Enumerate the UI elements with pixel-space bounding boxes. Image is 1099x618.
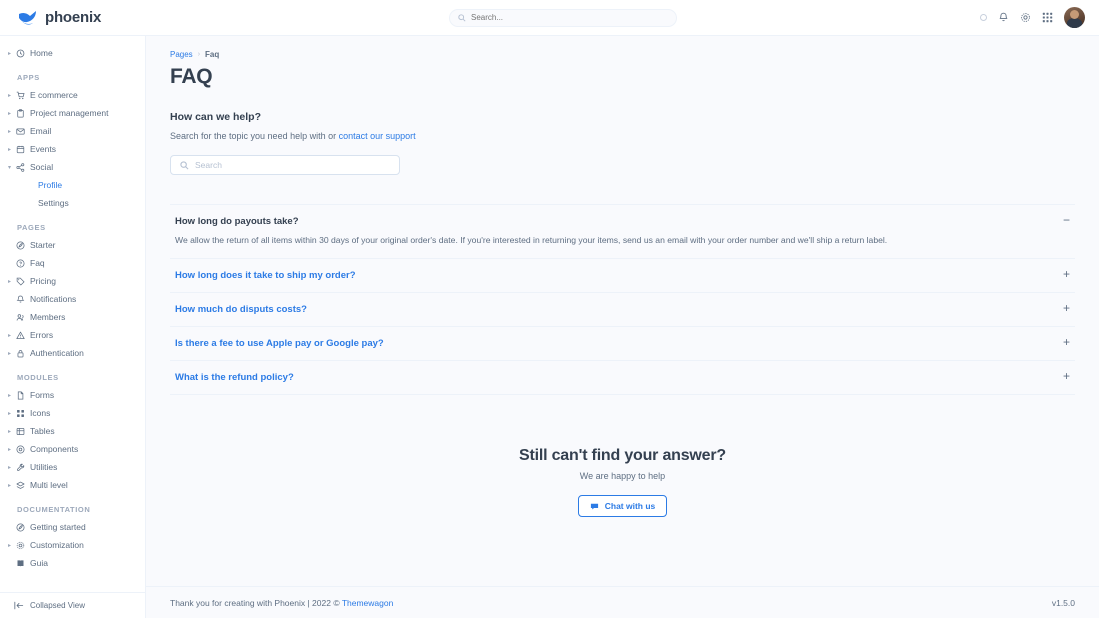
navbar-icon-group [980, 7, 1099, 28]
faq-item [170, 205, 1075, 259]
sidebar-item-tables[interactable] [0, 422, 145, 440]
main-scroll [146, 36, 1099, 586]
sidebar [0, 36, 146, 618]
sidebar-item-forms[interactable] [0, 386, 145, 404]
sidebar-item-label: Customization [30, 540, 84, 550]
faq-question[interactable]: How much do disputs costs? [175, 303, 307, 315]
sidebar-group-label-apps: APPS [17, 73, 40, 82]
sidebar-collapse-label: Collapsed View [30, 601, 85, 610]
body [0, 36, 1099, 618]
chevron-right-icon: ▸ [8, 350, 12, 357]
faq-toggle-icon[interactable]: + [1062, 334, 1070, 349]
faq-item [170, 293, 1075, 327]
sidebar-item-getting-started[interactable] [0, 518, 145, 536]
sidebar-item-label: Guia [30, 558, 48, 568]
sidebar-item-faq[interactable] [0, 254, 145, 272]
lock-icon [16, 348, 30, 357]
breadcrumb-separator-icon: › [197, 51, 201, 58]
top-navbar [0, 0, 1099, 36]
sidebar-group-label-documentation: DOCUMENTATION [17, 505, 91, 514]
breadcrumb [170, 50, 1075, 59]
footer-text-wrap [170, 598, 393, 608]
file-icon [16, 390, 30, 399]
chevron-right-icon: ▸ [8, 464, 12, 471]
sidebar-item-label: Authentication [30, 348, 84, 358]
share-icon [16, 162, 30, 171]
sidebar-item-label: Icons [30, 408, 51, 418]
envelope-icon [16, 126, 30, 135]
faq-question[interactable]: How long do payouts take? [175, 216, 299, 227]
sidebar-item-components[interactable] [0, 440, 145, 458]
sidebar-item-label: Errors [30, 330, 54, 340]
sidebar-item-label: Forms [30, 390, 55, 400]
sidebar-scroll [0, 36, 145, 592]
sidebar-item-email[interactable] [0, 122, 145, 140]
chevron-right-icon: ▸ [8, 50, 12, 57]
sidebar-item-label: Events [30, 144, 56, 154]
faq-question[interactable]: What is the refund policy? [175, 371, 294, 383]
chevron-right-icon: ▸ [8, 146, 12, 153]
breadcrumb-current: Faq [205, 50, 220, 59]
sidebar-item-label: Members [30, 312, 66, 322]
sidebar-item-label: Notifications [30, 294, 77, 304]
sidebar-item-social[interactable] [0, 158, 145, 176]
page-title: FAQ [170, 65, 213, 88]
sidebar-item-pricing[interactable] [0, 272, 145, 290]
help-subtext [170, 131, 1075, 141]
book-icon [16, 558, 30, 567]
cart-icon [16, 90, 30, 99]
faq-toggle-icon[interactable]: + [1062, 300, 1070, 315]
sidebar-item-label: Pricing [30, 276, 56, 286]
grid-icon [16, 408, 30, 417]
theme-toggle-icon[interactable] [980, 14, 987, 21]
chevron-right-icon: ▸ [8, 128, 12, 135]
chat-with-us-label: Chat with us [604, 500, 656, 511]
clipboard-icon [16, 108, 30, 117]
sidebar-item-icons[interactable] [0, 404, 145, 422]
faq-item [170, 259, 1075, 293]
page-footer [146, 586, 1099, 618]
warning-triangle-icon [16, 330, 30, 339]
faq-item [170, 361, 1075, 395]
tag-icon [16, 276, 30, 285]
avatar[interactable] [1064, 7, 1085, 28]
sidebar-item-members[interactable] [0, 308, 145, 326]
sidebar-item-customization[interactable] [0, 536, 145, 554]
sidebar-item-authentication[interactable] [0, 344, 145, 362]
sidebar-item-label: Email [30, 126, 52, 136]
sidebar-item-home[interactable] [0, 44, 145, 62]
chevron-right-icon: ▸ [8, 392, 12, 399]
themewagon-link[interactable]: Themewagon [341, 597, 394, 608]
sidebar-item-e-commerce[interactable] [0, 86, 145, 104]
sidebar-item-label: Social [30, 162, 54, 172]
cant-find-subtext: We are happy to help [579, 470, 666, 481]
sidebar-item-project-management[interactable] [0, 104, 145, 122]
chevron-right-icon: ▸ [8, 428, 12, 435]
sidebar-item-events[interactable] [0, 140, 145, 158]
sidebar-item-starter[interactable] [0, 236, 145, 254]
collapse-icon [14, 601, 24, 610]
sidebar-item-label: E commerce [30, 90, 78, 100]
sidebar-group-label-pages: PAGES [17, 223, 46, 232]
footer-version: v1.5.0 [1051, 597, 1075, 608]
help-subtext-prefix: Search for the topic you need help with or [170, 131, 339, 141]
sidebar-item-settings[interactable] [0, 194, 145, 212]
faq-toggle-icon[interactable]: + [1062, 266, 1070, 281]
gear-icon [16, 540, 30, 549]
sidebar-item-label: Home [30, 48, 53, 58]
chevron-right-icon: ▸ [8, 482, 12, 489]
cant-find-heading: Still can't find your answer? [519, 446, 726, 464]
breadcrumb-link-pages[interactable]: Pages [170, 50, 193, 59]
faq-search-input[interactable] [195, 160, 390, 170]
faq-question[interactable]: Is there a fee to use Apple pay or Google pay? [175, 337, 384, 349]
chevron-right-icon: ▸ [8, 446, 12, 453]
brand-name: phoenix [45, 9, 102, 26]
footer-text: Thank you for creating with Phoenix | 2022 © [170, 597, 342, 608]
sidebar-item-notifications[interactable] [0, 290, 145, 308]
calendar-icon [16, 144, 30, 153]
faq-toggle-icon[interactable]: + [1062, 368, 1070, 383]
chevron-right-icon: ▸ [8, 92, 12, 99]
search-icon [458, 13, 466, 22]
sidebar-item-multi-level[interactable] [0, 476, 145, 494]
help-heading: How can we help? [170, 111, 262, 123]
rocket-icon [16, 522, 30, 531]
sidebar-item-label: Profile [38, 180, 63, 190]
brand[interactable] [0, 9, 146, 26]
sidebar-item-label: Settings [38, 198, 69, 208]
chevron-right-icon: ▸ [8, 110, 12, 117]
contact-support-link[interactable]: contact our support [338, 131, 416, 141]
phoenix-bird-logo-icon [18, 10, 38, 26]
sidebar-item-guia[interactable] [0, 554, 145, 572]
navbar-search[interactable] [449, 9, 677, 27]
sidebar-item-label: Tables [30, 426, 55, 436]
question-circle-icon [16, 258, 30, 267]
puzzle-icon [16, 444, 30, 453]
chevron-right-icon: ▸ [8, 542, 12, 549]
users-icon [16, 312, 30, 321]
bell-icon [16, 294, 30, 303]
search-icon [180, 160, 189, 169]
sidebar-item-errors[interactable] [0, 326, 145, 344]
sidebar-group-label-modules: MODULES [17, 373, 59, 382]
cant-find-section [170, 447, 1075, 517]
faq-answer: We allow the return of all items within 30 days of your original order's date. If you're interested in returning your items, send us an email with your order number and we'll ship a return label. [175, 235, 888, 245]
faq-toggle-icon[interactable]: − [1062, 213, 1070, 227]
sidebar-collapse-toggle[interactable] [0, 592, 145, 618]
sidebar-item-utilities[interactable] [0, 458, 145, 476]
apps-grid-icon[interactable] [1042, 12, 1053, 23]
table-icon [16, 426, 30, 435]
bell-icon[interactable] [998, 12, 1009, 23]
navbar-search-wrapper [146, 9, 980, 27]
sidebar-item-profile[interactable] [0, 176, 145, 194]
chat-bubble-icon [590, 501, 599, 511]
faq-question[interactable]: How long does it take to ship my order? [175, 269, 356, 281]
gear-icon[interactable] [1020, 12, 1031, 23]
navbar-search-input[interactable] [471, 13, 668, 22]
chevron-right-icon: ▸ [8, 278, 12, 285]
faq-list [170, 204, 1075, 395]
sidebar-item-label: Getting started [30, 522, 86, 532]
layers-icon [16, 480, 30, 489]
sidebar-item-label: Faq [30, 258, 45, 268]
faq-search[interactable] [170, 155, 400, 175]
sidebar-item-label: Multi level [30, 480, 68, 490]
main-content [146, 36, 1099, 618]
clock-icon [16, 48, 30, 57]
chat-with-us-button[interactable] [578, 495, 668, 517]
sidebar-item-label: Project management [30, 108, 109, 118]
chevron-down-icon: ▾ [8, 164, 12, 171]
chevron-right-icon: ▸ [8, 332, 12, 339]
chevron-right-icon: ▸ [8, 410, 12, 417]
rocket-icon [16, 240, 30, 249]
sidebar-item-label: Components [30, 444, 79, 454]
sidebar-item-label: Starter [30, 240, 56, 250]
wrench-icon [16, 462, 30, 471]
sidebar-item-label: Utilities [30, 462, 58, 472]
faq-item [170, 327, 1075, 361]
